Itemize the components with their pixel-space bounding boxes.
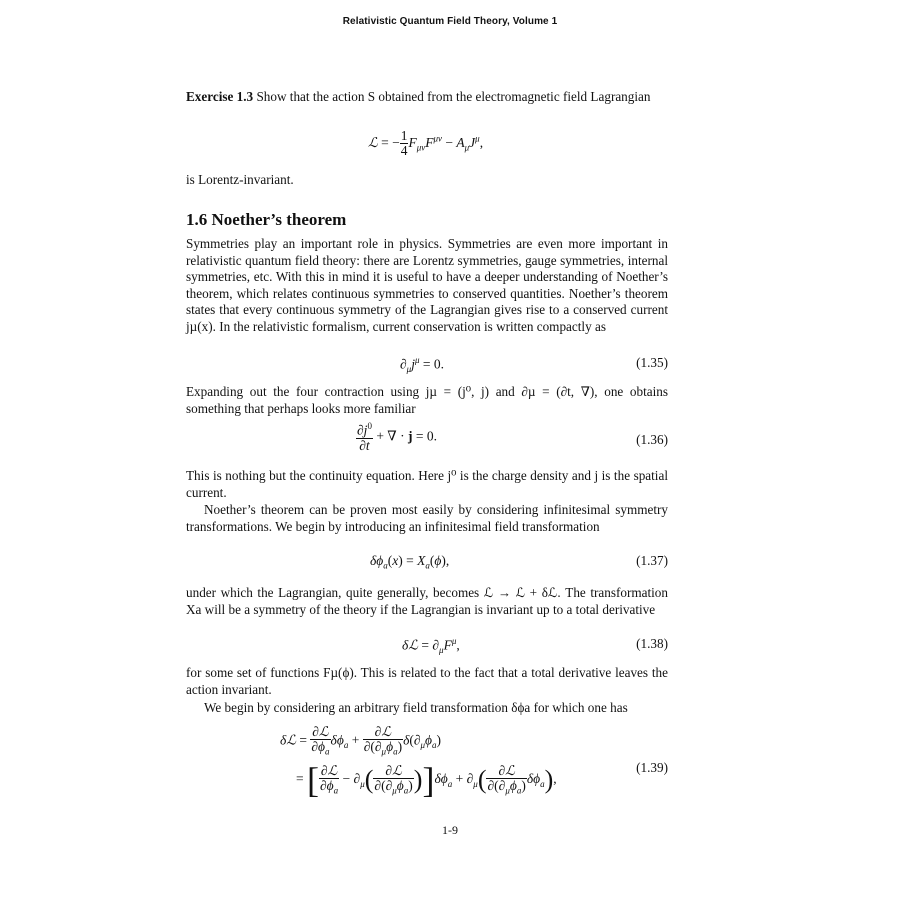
- paragraph-2: Expanding out the four contraction using jµ = (j⁰, j) and ∂µ = (∂t, ∇), one obtains something that perhaps looks more familiar: [186, 384, 668, 416]
- equation-1-39-line-1: δℒ = $\frac{\text{∂ℒ}}{\partial\phi_a}$ $\delta\phi_a$ + $\frac{\text{∂ℒ}}{\partial(\partial_\mu\phi_a)}$ $\delta(\partial_\mu\phi_a)$: [280, 724, 442, 757]
- paragraph-1: Symmetries play an important role in physics. Symmetries are even more important in relativistic quantum field theory: there are Lorentz symmetries, gauge symmetries, internal symmetries, etc. With this in mind it is useful to have a deeper understanding of Noether’s theorem, which relates continuous symmetries to conserved quantities. Noether’s theorem states that every continuous symmetry of the Lagrangian gives rise to a conserved current jµ(x). In the relativistic formalism, current conservation is written compactly as: [186, 236, 668, 334]
- paragraph-3: This is nothing but the continuity equation. Here j⁰ is the charge density and j is the spatial current.: [186, 468, 668, 500]
- paragraph-4: Noether’s theorem can be proven most easily by considering infinitesimal symmetry transformations. We begin by introducing an infinitesimal field transformation: [186, 502, 668, 534]
- equation-number-1-35: (1.35): [636, 355, 668, 370]
- equation-1-38: δℒ = $\partial_\mu F^\mu$,: [402, 636, 460, 656]
- running-header: Relativistic Quantum Field Theory, Volume 1: [342, 16, 558, 27]
- exercise-statement: [186, 89, 668, 106]
- section-heading: 1.6 Noether’s theorem: [186, 210, 347, 229]
- equation-lagrangian: ℒ = − $\frac{1}{4}$ $F_{\mu\nu}F^{\mu\nu} - A_\mu J^\mu$,: [368, 128, 484, 159]
- paragraph-6: for some set of functions Fµ(ϕ). This is related to the fact that a total derivative leaves the action invariant.: [186, 665, 668, 697]
- equation-1-36: $\frac{\partial j^0}{\partial t}$ + ∇ · j = 0.: [357, 421, 437, 453]
- paragraph-5: under which the Lagrangian, quite generally, becomes ℒ → ℒ + δℒ. The transformation Xa will be a symmetry of the theory if the Lagrangian is invariant up to a total derivative: [186, 585, 668, 617]
- equation-1-35: $\partial_\mu j^\mu = 0$.: [400, 355, 444, 375]
- exercise-text: Show that the action S obtained from the electromagnetic field Lagrangian: [256, 89, 651, 104]
- equation-number-1-38: (1.38): [636, 636, 668, 651]
- exercise-label: Exercise 1.3: [186, 89, 254, 104]
- paragraph-7: We begin by considering an arbitrary field transformation δϕa for which one has: [204, 700, 628, 715]
- equation-number-1-39: (1.39): [636, 760, 668, 775]
- page-number: 1-9: [442, 823, 458, 837]
- equation-1-37: $\delta\phi_a(x) = X_a(\phi)$,: [370, 553, 450, 571]
- equation-number-1-37: (1.37): [636, 553, 668, 568]
- exercise-conclusion: is Lorentz-invariant.: [186, 172, 294, 187]
- equation-1-39-line-2: = [ $\frac{\text{∂ℒ}}{\partial\phi_a}$ − $\partial_\mu$( $\frac{\text{∂ℒ}}{\partial(\partial_\mu\phi_a)}$ )]$\delta\phi_a + \partial_\mu$( $\frac{\text{∂ℒ}}{\partial(\partial_\mu\phi_a)}$ $\delta\phi_a$),: [296, 760, 557, 800]
- equation-number-1-36: (1.36): [636, 432, 668, 447]
